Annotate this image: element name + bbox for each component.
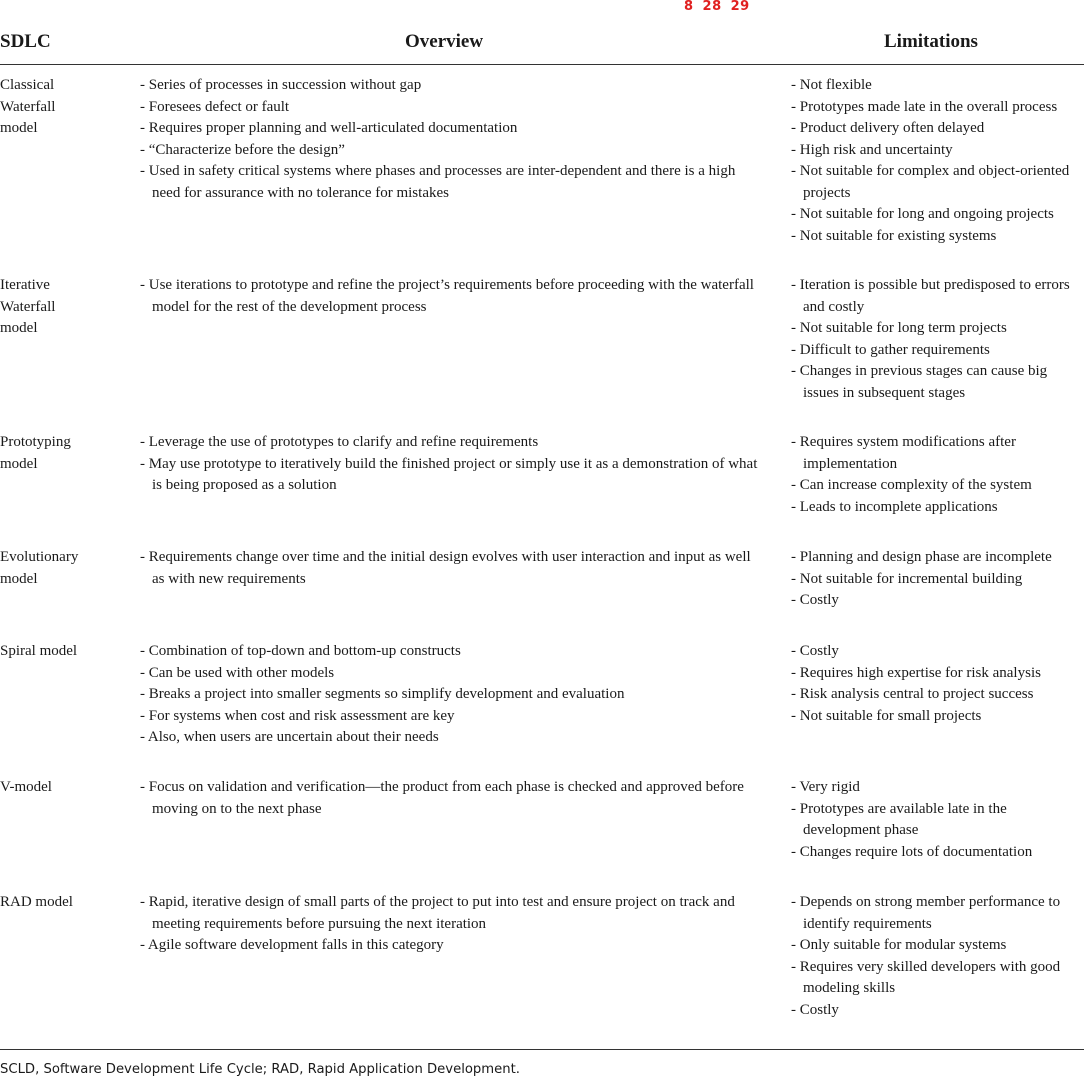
list-item: - Iteration is possible but predisposed to errors and costly xyxy=(779,275,1084,318)
list-item: - Risk analysis central to project success xyxy=(779,684,1084,706)
citation-link[interactable]: 28 xyxy=(702,0,722,14)
list-item: - Costly xyxy=(779,641,1084,663)
list-item: - Use iterations to prototype and refine the project’s requirements before proceeding with the waterfall model for the rest of the development process xyxy=(128,275,764,318)
list-item: - Not suitable for long and ongoing projects xyxy=(779,204,1084,226)
list-item: - Product delivery often delayed xyxy=(779,118,1084,140)
header-limitations: Limitations xyxy=(884,31,978,52)
list-item: - Only suitable for modular systems xyxy=(779,935,1084,957)
row-name-text xyxy=(0,75,78,140)
overview-cell xyxy=(128,892,764,957)
limitations-cell xyxy=(779,777,1084,863)
overview-cell xyxy=(128,547,764,590)
list-item: - Used in safety critical systems where phases and processes are inter-dependent and there is a high need for assurance with no tolerance for mistakes xyxy=(128,161,764,204)
list-item: - “Characterize before the design” xyxy=(128,140,764,162)
row-name-label: RAD model xyxy=(0,894,73,910)
row-name-label: Classical Waterfall model xyxy=(0,77,56,136)
overview-cell xyxy=(128,275,764,318)
limitations-cell xyxy=(779,75,1084,247)
row-name-label: Iterative Waterfall model xyxy=(0,277,56,336)
list-item: - Changes require lots of documentation xyxy=(779,842,1084,864)
list-item: - Not suitable for complex and object-oriented projects xyxy=(779,161,1084,204)
row-name-label: Prototyping model xyxy=(0,434,71,472)
list-item: - High risk and uncertainty xyxy=(779,140,1084,162)
list-item: - Can increase complexity of the system xyxy=(779,475,1084,497)
table-footnote: SCLD, Software Development Life Cycle; RAD, Rapid Application Development. xyxy=(0,1062,520,1077)
row-name-text xyxy=(0,547,90,590)
row-name-text xyxy=(0,432,90,475)
list-item: - Prototypes made late in the overall process xyxy=(779,97,1084,119)
list-item: - Very rigid xyxy=(779,777,1084,799)
row-name-rad xyxy=(0,892,120,914)
row-name-evolutionary xyxy=(0,547,120,590)
list-item: - Requires proper planning and well-articulated documentation xyxy=(128,118,764,140)
limitations-cell xyxy=(779,547,1084,612)
list-item: - Requirements change over time and the initial design evolves with user interaction and input as well as with new requirements xyxy=(128,547,764,590)
row-name-v-model xyxy=(0,777,120,799)
row-name-label: Evolutionary model xyxy=(0,549,79,587)
list-item: - Requires very skilled developers with good modeling skills xyxy=(779,957,1084,1000)
list-item: - Also, when users are uncertain about their needs xyxy=(128,727,764,749)
list-item: - Prototypes are available late in the development phase xyxy=(779,799,1043,842)
list-item: - Can be used with other models xyxy=(128,663,764,685)
list-item: - Requires system modifications after implementation xyxy=(779,432,1084,475)
row-name-label: Spiral model xyxy=(0,643,78,659)
list-item: - Series of processes in succession without gap xyxy=(128,75,764,97)
list-item: - Not suitable for small projects xyxy=(779,706,1084,728)
header-sdlc: SDLC xyxy=(0,31,51,52)
list-item: - May use prototype to iteratively build the finished project or simply use it as a demonstration of what is being proposed as a solution xyxy=(128,454,764,497)
list-item: - Difficult to gather requirements xyxy=(779,340,1084,362)
list-item: - Depends on strong member performance to identify requirements xyxy=(779,892,1084,935)
row-name-iterative-waterfall xyxy=(0,275,120,340)
list-item: - Leverage the use of prototypes to clarify and refine requirements xyxy=(128,432,764,454)
list-item: - Not suitable for existing systems xyxy=(779,226,1084,248)
row-name-prototyping xyxy=(0,432,120,475)
list-item: - Planning and design phase are incomplete xyxy=(779,547,1084,569)
list-item: - Costly xyxy=(779,590,1084,612)
list-item: - Changes in previous stages can cause big issues in subsequent stages xyxy=(779,361,1084,404)
list-item: - Rapid, iterative design of small parts of the project to put into test and ensure project on track and meeting requirements before pursuing the next iteration xyxy=(128,892,764,935)
overview-cell xyxy=(128,641,764,749)
overview-cell xyxy=(128,777,764,820)
row-name-spiral xyxy=(0,641,120,663)
list-item: - Not suitable for incremental building xyxy=(779,569,1084,591)
limitations-cell xyxy=(779,892,1084,1021)
list-item: - Not flexible xyxy=(779,75,1084,97)
list-item: - Costly xyxy=(779,1000,1084,1022)
citation-link[interactable]: 8 xyxy=(684,0,694,14)
row-name-label: V-model xyxy=(0,779,52,795)
list-item: - Leads to incomplete applications xyxy=(779,497,1084,519)
list-item: - Agile software development falls in this category xyxy=(128,935,764,957)
limitations-cell xyxy=(779,432,1084,518)
overview-cell xyxy=(128,75,764,204)
list-item: - Combination of top-down and bottom-up constructs xyxy=(128,641,764,663)
header-rule xyxy=(0,64,1084,65)
list-item: - Requires high expertise for risk analysis xyxy=(779,663,1084,685)
limitations-cell xyxy=(779,641,1084,727)
list-item: - Not suitable for long term projects xyxy=(779,318,1084,340)
row-name-classical-waterfall xyxy=(0,75,120,140)
overview-cell xyxy=(128,432,764,497)
list-item: - For systems when cost and risk assessment are key xyxy=(128,706,764,728)
citation-link[interactable]: 29 xyxy=(730,0,750,14)
header-overview: Overview xyxy=(405,31,484,52)
footer-rule xyxy=(0,1049,1084,1050)
citation-refs xyxy=(684,0,759,14)
list-item: - Focus on validation and verification—the product from each phase is checked and approved before moving on to the next phase xyxy=(128,777,764,820)
list-item: - Foresees defect or fault xyxy=(128,97,764,119)
limitations-cell xyxy=(779,275,1084,404)
list-item: - Breaks a project into smaller segments so simplify development and evaluation xyxy=(128,684,764,706)
row-name-text xyxy=(0,275,78,340)
